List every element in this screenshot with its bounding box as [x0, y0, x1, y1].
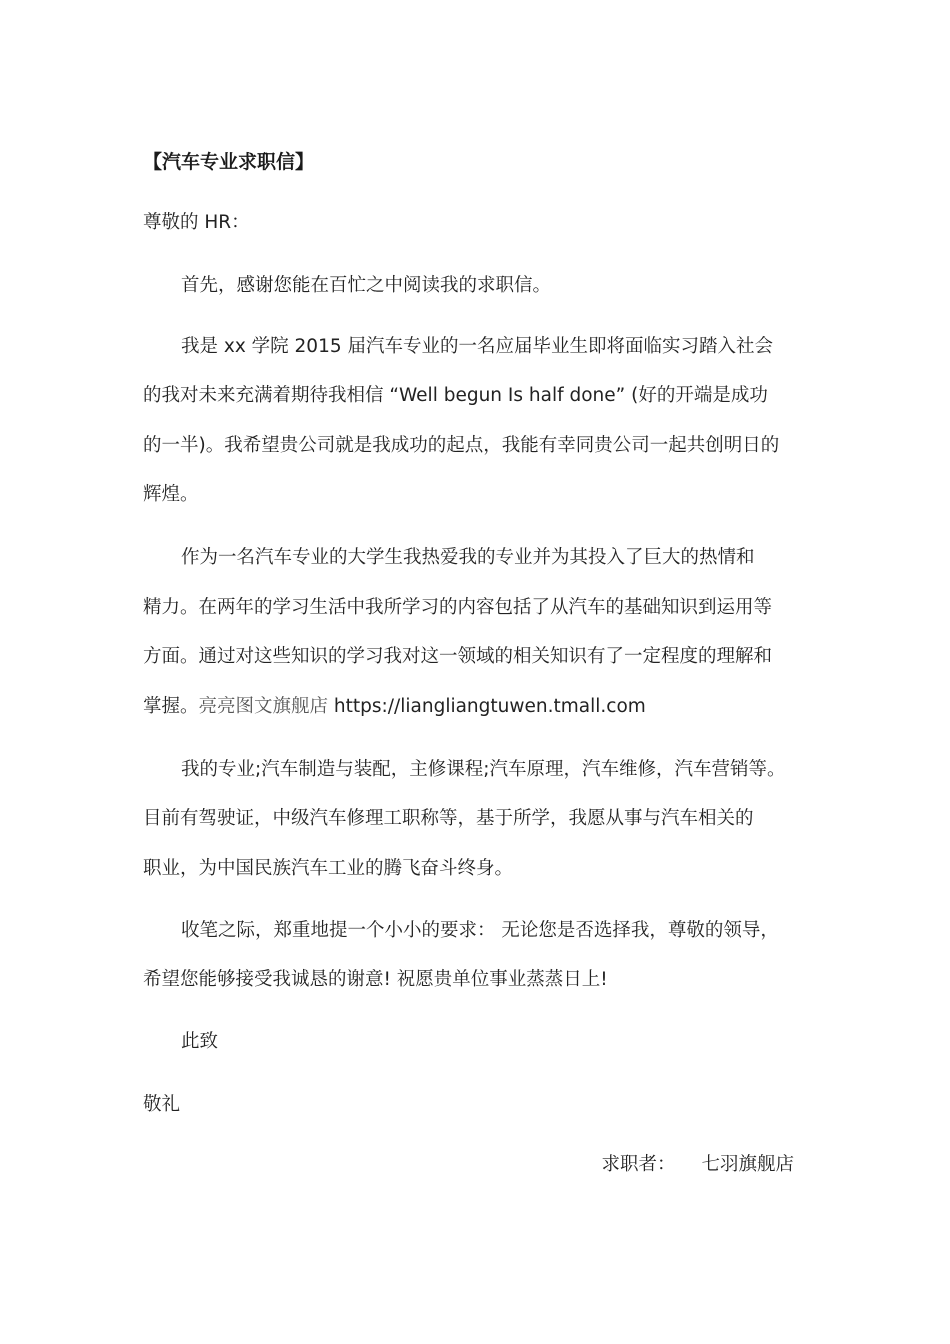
paragraph-3-line-4-text: 掌握。	[143, 696, 199, 717]
paragraph-4-line-2: 目前有驾驶证，中级汽车修理工职称等，基于所学，我愿从事与汽车相关的	[143, 808, 754, 829]
paragraph-1-line-1: 首先，感谢您能在百忙之中阅读我的求职信。	[181, 275, 552, 296]
shop-name-watermark: 亮亮图文旗舰店	[198, 696, 329, 717]
paragraph-4-line-3: 职业，为中国民族汽车工业的腾飞奋斗终身。	[143, 858, 514, 879]
paragraph-5-line-1: 收笔之际，郑重地提一个小小的要求： 无论您是否选择我，尊敬的领导，	[181, 920, 779, 941]
document-title: 【汽车专业求职信】	[143, 151, 315, 173]
paragraph-2-line-4: 辉煌。	[143, 484, 199, 505]
paragraph-3-line-2: 精力。在两年的学习生活中我所学习的内容包括了从汽车的基础知识到运用等	[143, 597, 773, 618]
paragraph-5-line-2: 希望您能够接受我诚恳的谢意! 祝愿贵单位事业蒸蒸日上!	[143, 969, 608, 990]
signature-name: 七羽旗舰店	[701, 1154, 794, 1175]
closing-line-2: 敬礼	[143, 1094, 181, 1115]
paragraph-3-line-1: 作为一名汽车专业的大学生我热爱我的专业并为其投入了巨大的热情和	[181, 547, 755, 568]
paragraph-2-line-2: 的我对未来充满着期待我相信 “Well begun Is half done” (好的开端是成功	[143, 385, 768, 406]
closing-line-1: 此致	[181, 1031, 219, 1052]
signature	[601, 1151, 794, 1179]
paragraph-2-line-3: 的一半)。我希望贵公司就是我成功的起点，我能有幸同贵公司一起共创明日的	[143, 435, 780, 456]
paragraph-3-line-3: 方面。通过对这些知识的学习我对这一领域的相关知识有了一定程度的理解和	[143, 646, 773, 667]
signature-label: 求职者：	[601, 1154, 676, 1175]
shop-url-text: https://liangliangtuwen.tmall.com	[333, 696, 646, 717]
paragraph-2-line-1: 我是 xx 学院 2015 届汽车专业的一名应届毕业生即将面临实习踏入社会	[181, 336, 774, 357]
salutation: 尊敬的 HR：	[143, 212, 250, 233]
paragraph-4-line-1: 我的专业;汽车制造与装配，主修课程;汽车原理，汽车维修，汽车营销等。	[181, 759, 786, 780]
paragraph-3-line-4	[143, 693, 646, 721]
